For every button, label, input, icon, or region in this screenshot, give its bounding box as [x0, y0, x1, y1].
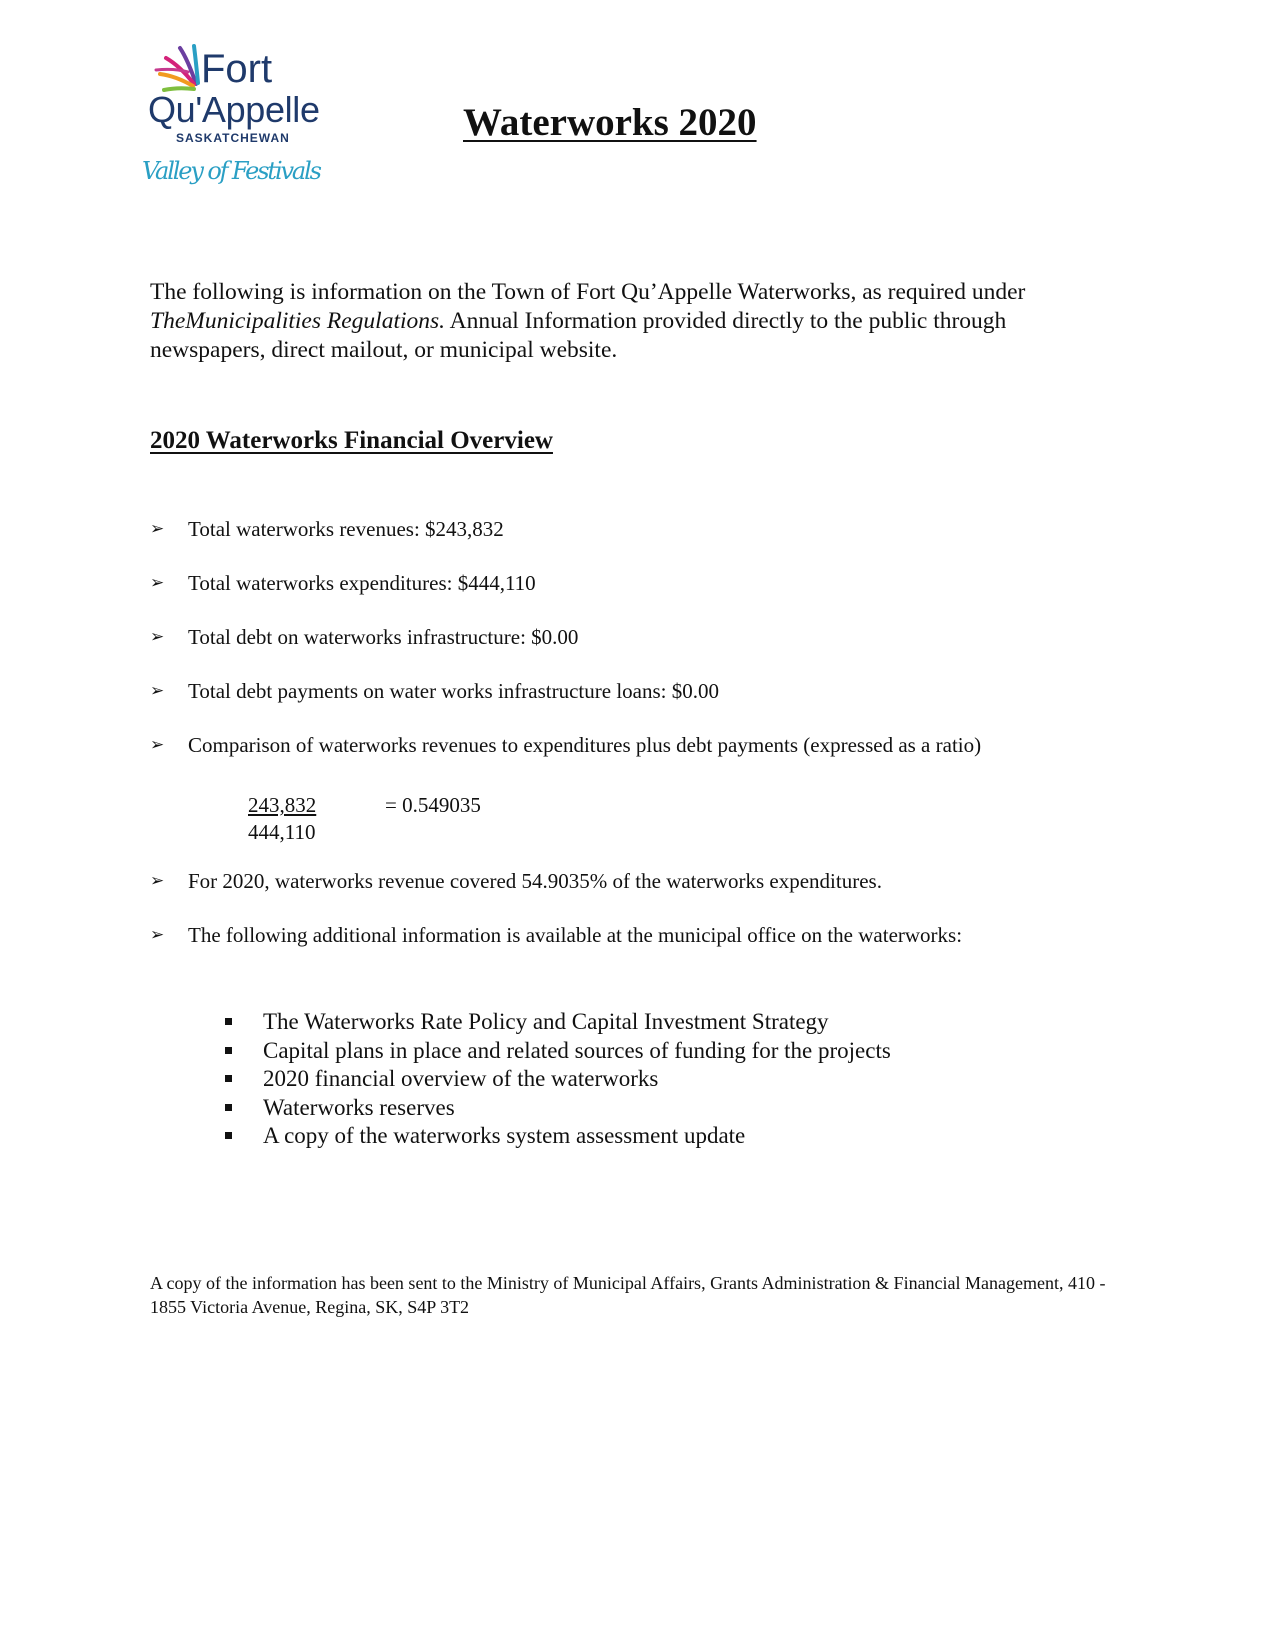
list-item-debt-payments — [150, 678, 1050, 705]
list-item-text: Total waterworks expenditures: $444,110 — [188, 571, 536, 595]
sub-list-item-text: Capital plans in place and related sources of funding for the projects — [263, 1037, 891, 1063]
square-bullet-icon — [225, 1018, 232, 1025]
intro-paragraph — [150, 278, 1110, 365]
list-item-text: Total debt on waterworks infrastructure: $0.00 — [188, 625, 579, 649]
sub-list-item-text: The Waterworks Rate Policy and Capital Investment Strategy — [263, 1009, 829, 1034]
arrowhead-bullet-icon: ➢ — [150, 573, 165, 593]
arrowhead-bullet-icon: ➢ — [150, 627, 165, 647]
sub-list-item — [225, 1008, 1025, 1037]
list-item-additional-info — [150, 922, 1050, 949]
list-item-text: Total debt payments on water works infrastructure loans: $0.00 — [188, 679, 719, 703]
arrowhead-bullet-icon: ➢ — [150, 925, 165, 945]
ratio-fraction — [248, 792, 324, 846]
logo-province: SASKATCHEWAN — [176, 131, 290, 145]
arrowhead-bullet-icon: ➢ — [150, 871, 165, 891]
logo-line2: Qu'Appelle — [148, 89, 320, 130]
footer-note: A copy of the information has been sent to the Ministry of Municipal Affairs, Grants Administration & Financial Management, 410 - 1855 Victoria Avenue, Regina, SK, S4P 3T2 — [150, 1273, 1106, 1317]
festival-burst-icon — [156, 46, 198, 90]
available-info-list — [225, 1008, 1025, 1151]
list-item-text: For 2020, waterworks revenue covered 54.9035% of the waterworks expenditures. — [188, 869, 882, 893]
list-item-revenues — [150, 516, 1050, 543]
intro-text-1: The following is information on the Town of Fort Qu’Appelle Waterworks, as required under — [150, 279, 1026, 305]
sub-list-item-text: Waterworks reserves — [263, 1094, 455, 1120]
ratio-result: = 0.549035 — [385, 793, 481, 817]
square-bullet-icon — [225, 1047, 232, 1054]
intro-regulation-name: TheMunicipalities Regulations. — [150, 308, 446, 334]
logo-line1: Fort — [201, 47, 273, 91]
square-bullet-icon — [225, 1104, 232, 1111]
list-item-coverage — [150, 868, 1050, 895]
town-logo-graphic — [142, 42, 338, 202]
list-item-text: The following additional information is available at the municipal office on the waterworks: — [188, 923, 963, 947]
sub-list-item — [225, 1037, 1025, 1066]
page-title: Waterworks 2020 — [463, 101, 757, 144]
list-item-text: Total waterworks revenues: $243,832 — [188, 517, 504, 541]
arrowhead-bullet-icon: ➢ — [150, 519, 165, 539]
ratio-numerator: 243,832 — [248, 793, 317, 817]
town-logo — [142, 42, 338, 202]
arrowhead-bullet-icon: ➢ — [150, 681, 165, 701]
list-item-comparison — [150, 732, 1050, 759]
square-bullet-icon — [225, 1132, 232, 1139]
sub-list-item-text: A copy of the waterworks system assessment update — [263, 1123, 746, 1148]
sub-list-item — [225, 1065, 1025, 1094]
sub-list-item — [225, 1094, 1025, 1123]
list-item-debt — [150, 624, 1050, 651]
arrowhead-bullet-icon: ➢ — [150, 735, 165, 755]
logo-tagline: Valley of Festivals — [142, 157, 322, 185]
list-item-text: Comparison of waterworks revenues to expenditures plus debt payments (expressed as a ratio) — [188, 733, 982, 757]
list-item-expenditures — [150, 570, 1050, 597]
square-bullet-icon — [225, 1075, 232, 1082]
intro-text-2: Annual Information provided directly to the public through newspapers, direct mailout, or municipal website. — [150, 308, 1007, 363]
sub-list-item — [225, 1122, 1025, 1151]
sub-list-item-text: 2020 financial overview of the waterworks — [263, 1066, 659, 1091]
ratio-denominator: 444,110 — [248, 820, 316, 844]
section-heading: 2020 Waterworks Financial Overview — [150, 427, 553, 454]
